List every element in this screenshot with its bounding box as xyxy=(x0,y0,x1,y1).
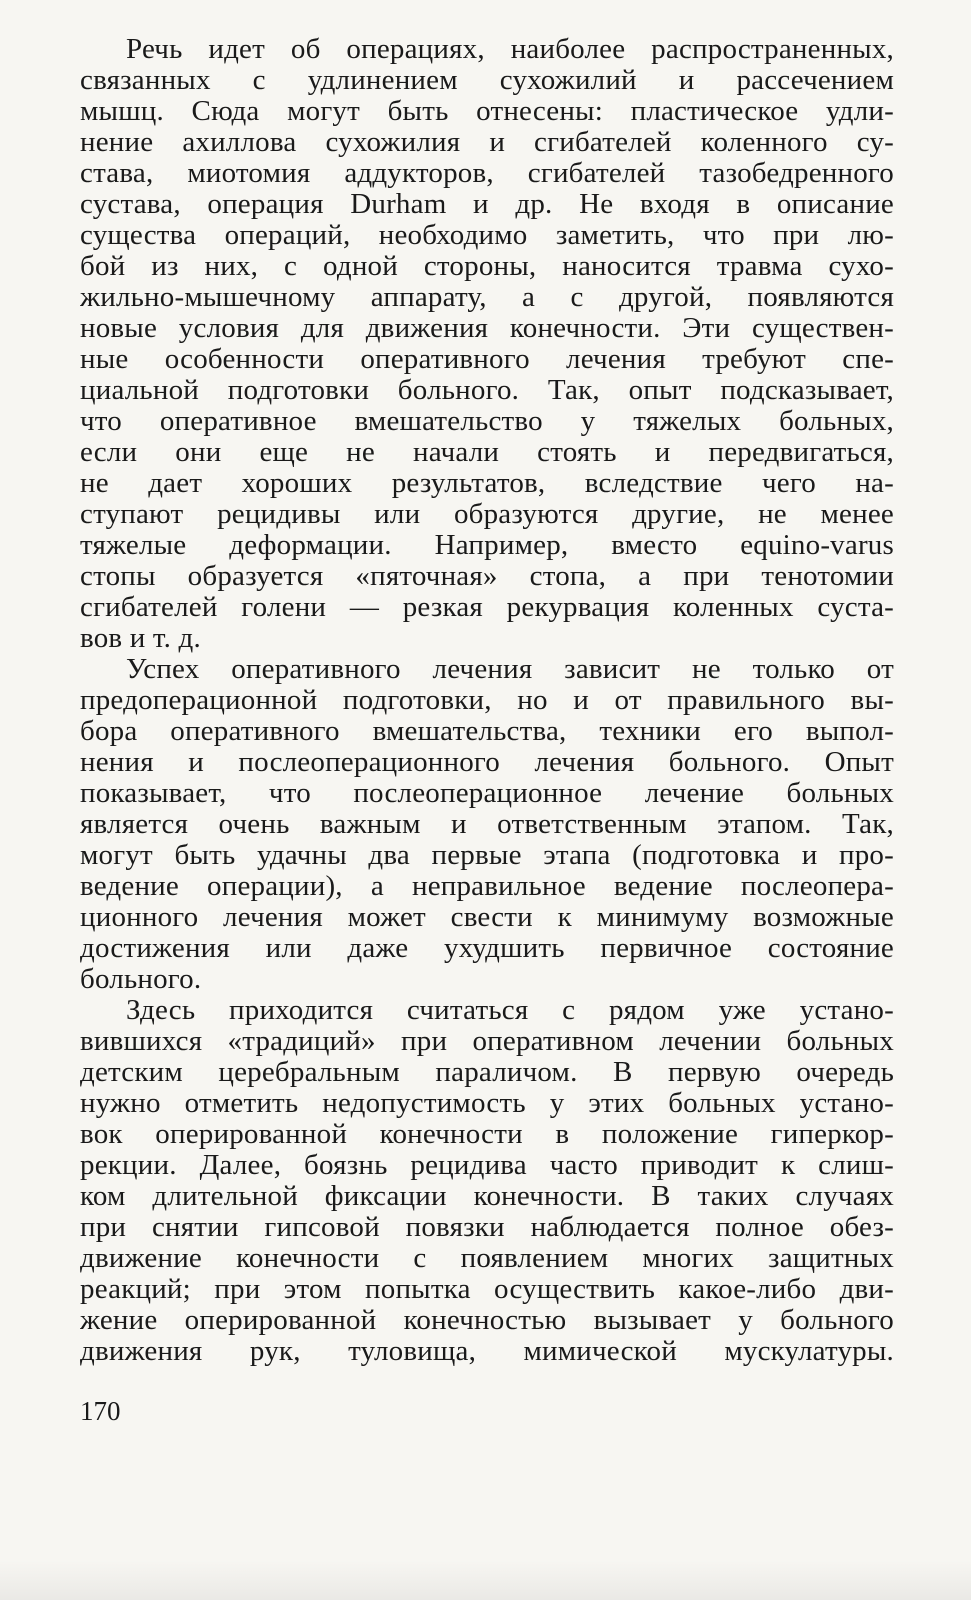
text-line: сустава, операция Durham и др. Не входя в описание xyxy=(80,189,894,220)
text-line: сгибателей голени — резкая рекурвация коленных суста- xyxy=(80,592,894,623)
text-line: могут быть удачны два первые этапа (подготовка и про- xyxy=(80,840,894,871)
text-line: мышц. Сюда могут быть отнесены: пластическое удли- xyxy=(80,96,894,127)
text-line: циальной подготовки больного. Так, опыт подсказывает, xyxy=(80,375,894,406)
text-line: ведение операции), а неправильное ведение послеопера- xyxy=(80,871,894,902)
text-line: ком длительной фиксации конечности. В таких случаях xyxy=(80,1181,894,1212)
text-line: стопы образуется «пяточная» стопа, а при тенотомии xyxy=(80,561,894,592)
text-line: связанных с удлинением сухожилий и рассечением xyxy=(80,65,894,96)
text-line: жение оперированной конечностью вызывает у больного xyxy=(80,1305,894,1336)
text-line: Успех оперативного лечения зависит не только от xyxy=(126,654,894,685)
text-line: нужно отметить недопустимость у этих больных устано- xyxy=(80,1088,894,1119)
text-line: движения рук, туловища, мимической мускулатуры. xyxy=(80,1336,894,1367)
text-line: что оперативное вмешательство у тяжелых больных, xyxy=(80,406,894,437)
text-line: вок оперированной конечности в положение гиперкор- xyxy=(80,1119,894,1150)
scan-edge-shadow xyxy=(0,1560,971,1600)
paragraph xyxy=(80,654,894,995)
paragraph xyxy=(80,34,894,654)
text-line: существа операций, необходимо заметить, что при лю- xyxy=(80,220,894,251)
text-line: ступают рецидивы или образуются другие, не менее xyxy=(80,499,894,530)
page-number: 170 xyxy=(80,1396,121,1426)
text-line: реакций; при этом попытка осуществить какое-либо дви- xyxy=(80,1274,894,1305)
text-line: Речь идет об операциях, наиболее распространенных, xyxy=(126,34,894,65)
text-line: не дает хороших результатов, вследствие чего на- xyxy=(80,468,894,499)
text-line: больного. xyxy=(80,964,202,995)
text-line: тяжелые деформации. Например, вместо equino-varus xyxy=(80,530,894,561)
body-text xyxy=(80,34,894,1367)
text-line: рекции. Далее, боязнь рецидива часто приводит к слиш- xyxy=(80,1150,894,1181)
text-line: нения и послеоперационного лечения больного. Опыт xyxy=(80,747,894,778)
text-line: става, миотомия аддукторов, сгибателей тазобедренного xyxy=(80,158,894,189)
text-line: является очень важным и ответственным этапом. Так, xyxy=(80,809,894,840)
text-line: достижения или даже ухудшить первичное состояние xyxy=(80,933,894,964)
text-line: вов и т. д. xyxy=(80,623,201,654)
text-line: движение конечности с появлением многих защитных xyxy=(80,1243,894,1274)
text-line: предоперационной подготовки, но и от правильного вы- xyxy=(80,685,894,716)
text-line: ционного лечения может свести к минимуму возможные xyxy=(80,902,894,933)
text-line: показывает, что послеоперационное лечение больных xyxy=(80,778,894,809)
text-line: при снятии гипсовой повязки наблюдается полное обез- xyxy=(80,1212,894,1243)
text-line: нение ахиллова сухожилия и сгибателей коленного су- xyxy=(80,127,894,158)
text-line: новые условия для движения конечности. Эти существен- xyxy=(80,313,894,344)
text-line: детским церебральным параличом. В первую очередь xyxy=(80,1057,894,1088)
text-line: если они еще не начали стоять и передвигаться, xyxy=(80,437,894,468)
text-line: бора оперативного вмешательства, техники его выпол- xyxy=(80,716,894,747)
paragraph xyxy=(80,995,894,1367)
text-line: вившихся «традиций» при оперативном лечении больных xyxy=(80,1026,894,1057)
text-line: Здесь приходится считаться с рядом уже устано- xyxy=(126,995,894,1026)
text-line: ные особенности оперативного лечения требуют спе- xyxy=(80,344,894,375)
text-line: бой из них, с одной стороны, наносится травма сухо- xyxy=(80,251,894,282)
text-line: жильно-мышечному аппарату, а с другой, появляются xyxy=(80,282,894,313)
